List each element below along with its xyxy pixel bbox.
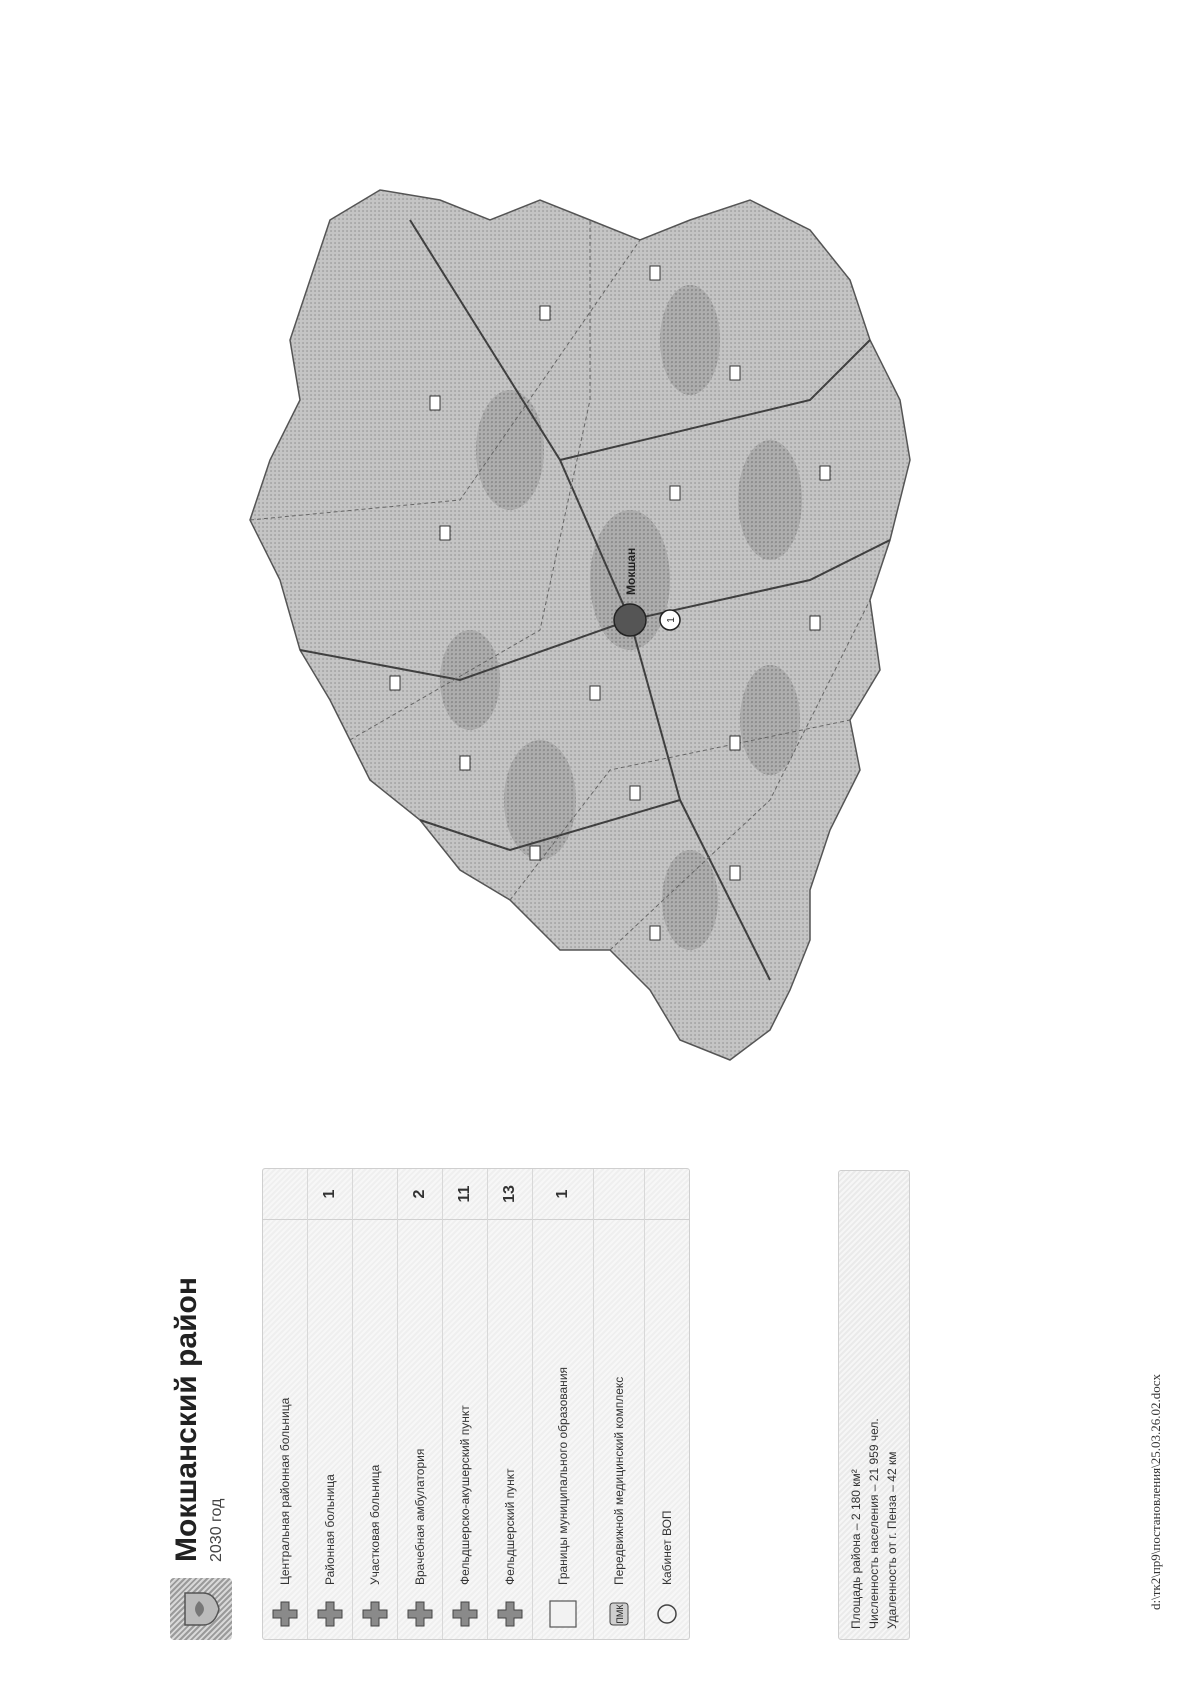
legend-count: [594, 1169, 644, 1220]
svg-text:ПМК: ПМК: [615, 1604, 625, 1624]
legend-label: Кабинет ВОП: [659, 1510, 674, 1585]
legend-count: 1: [308, 1169, 352, 1220]
stat-distance: Удаленность от г. Пенза – 42 км: [885, 1451, 899, 1629]
map-sheet: [170, 120, 940, 1640]
legend-label: Передвижной медицинский комплекс: [611, 1376, 626, 1585]
stat-area: Площадь района – 2 180 км²: [849, 1469, 863, 1629]
cross-icon: [496, 1589, 524, 1639]
legend-count: 11: [443, 1169, 487, 1220]
header: [170, 1180, 250, 1640]
circle-icon: [655, 1589, 679, 1639]
center-badge: 1: [666, 617, 677, 623]
district-title: Мокшанский район: [170, 1277, 203, 1562]
district-map: [210, 140, 940, 1100]
legend-count: 13: [488, 1169, 532, 1220]
legend-label: Районная больница: [322, 1474, 337, 1585]
legend-row: [398, 1169, 443, 1639]
legend-label: Центральная районная больница: [277, 1397, 292, 1585]
cross-icon: [406, 1589, 434, 1639]
district-emblem-icon: [170, 1578, 232, 1640]
legend-label: Участковая больница: [367, 1464, 382, 1585]
cross-icon: [361, 1589, 389, 1639]
legend-row: [488, 1169, 533, 1639]
legend-row: [443, 1169, 488, 1639]
district-stats: [838, 1170, 910, 1640]
stat-population: Численность населения – 21 959 чел.: [867, 1418, 881, 1629]
legend-row: [533, 1169, 594, 1639]
cross-icon: [271, 1589, 299, 1639]
legend-count: [645, 1169, 689, 1220]
legend: [262, 1168, 690, 1640]
cross-icon: [451, 1589, 479, 1639]
cross-icon: [316, 1589, 344, 1639]
legend-row: [594, 1169, 645, 1639]
legend-row: [645, 1169, 689, 1639]
legend-count: [263, 1169, 307, 1220]
legend-label: Фельдшерско-акушерский пункт: [457, 1405, 472, 1585]
year-label: 2030 год: [208, 1498, 225, 1562]
legend-count: [353, 1169, 397, 1220]
legend-row: [353, 1169, 398, 1639]
square-icon: [548, 1589, 578, 1639]
legend-row: [308, 1169, 353, 1639]
legend-label: Границы муниципального образования: [555, 1366, 570, 1585]
legend-row: [263, 1169, 308, 1639]
legend-label: Врачебная амбулатория: [412, 1448, 427, 1585]
legend-count: 2: [398, 1169, 442, 1220]
legend-count: 1: [533, 1169, 593, 1220]
center-settlement-label: Мокшан: [624, 547, 638, 595]
mobile-complex-icon: [608, 1589, 630, 1639]
legend-label: Фельдшерский пункт: [502, 1468, 517, 1585]
footer-file-path: d:\тк2\пр9\постановления\25.03.26.02.docx: [1148, 1373, 1163, 1610]
